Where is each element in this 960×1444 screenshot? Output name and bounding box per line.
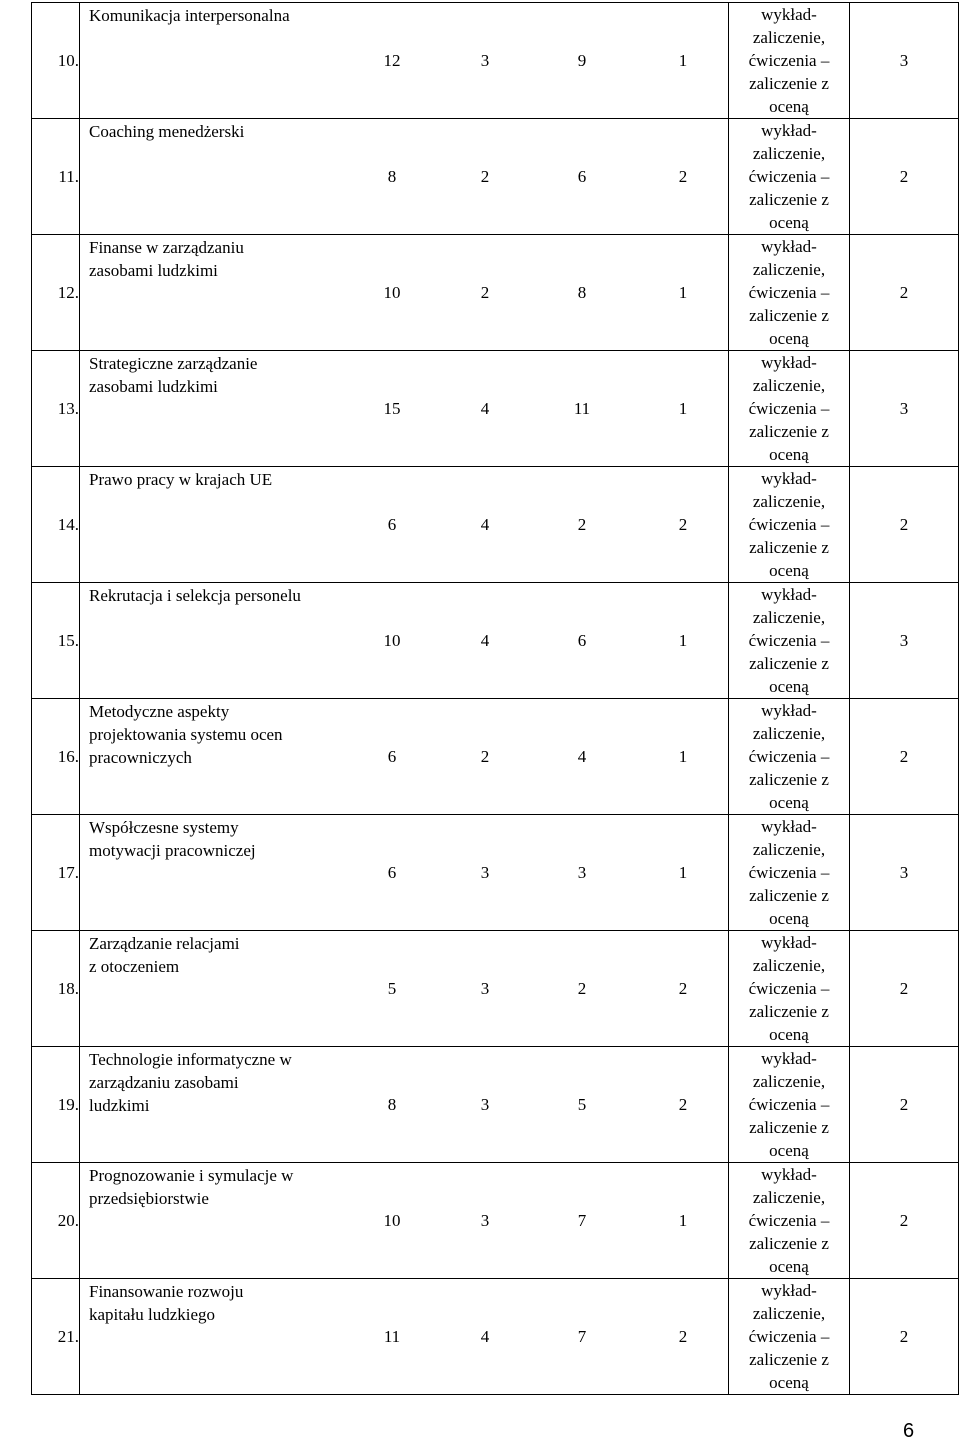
assessment-form-cell — [729, 3, 850, 119]
hours-exercise: 7 — [577, 1327, 587, 1346]
row-number: 17. — [32, 815, 80, 931]
hours-exercise: 4 — [577, 747, 587, 766]
page-number: 6 — [903, 1420, 915, 1442]
course-name: Finanse w zarządzaniu zasobami ludzkimi — [89, 238, 244, 280]
semester: 1 — [678, 283, 688, 302]
row-number: 14. — [32, 467, 80, 583]
ects-points: 3 — [850, 815, 959, 931]
semester: 2 — [678, 515, 688, 534]
assessment-form-cell — [729, 815, 850, 931]
hours-lecture: 3 — [480, 1095, 490, 1114]
assessment-form: wykład- zaliczenie, ćwiczenia – zaliczenie z oceną — [748, 469, 830, 580]
table-row — [32, 1047, 959, 1163]
ects-points: 2 — [850, 1163, 959, 1279]
hours-total: 6 — [387, 863, 397, 882]
semester: 2 — [678, 979, 688, 998]
row-number: 20. — [32, 1163, 80, 1279]
hours-lecture: 2 — [480, 747, 490, 766]
semester: 1 — [678, 747, 688, 766]
course-table — [31, 2, 959, 1395]
hours-lecture: 3 — [480, 863, 490, 882]
assessment-form-cell — [729, 931, 850, 1047]
table-row — [32, 583, 959, 699]
course-name: Rekrutacja i selekcja personelu — [89, 586, 301, 605]
course-cell — [80, 699, 729, 815]
semester: 2 — [678, 1095, 688, 1114]
ects-points: 2 — [850, 1279, 959, 1395]
hours-lecture: 2 — [480, 283, 490, 302]
hours-total: 10 — [383, 1211, 401, 1230]
row-number: 18. — [32, 931, 80, 1047]
semester: 1 — [678, 1211, 688, 1230]
semester: 1 — [678, 863, 688, 882]
semester: 2 — [678, 167, 688, 186]
course-name: Metodyczne aspekty projektowania systemu ocen pracowniczych — [89, 702, 283, 767]
course-name: Coaching menedżerski — [89, 122, 245, 141]
hours-total: 6 — [387, 515, 397, 534]
assessment-form: wykład- zaliczenie, ćwiczenia – zaliczenie z oceną — [748, 1165, 830, 1276]
hours-exercise: 2 — [577, 515, 587, 534]
assessment-form: wykład- zaliczenie, ćwiczenia – zaliczenie z oceną — [748, 933, 830, 1044]
hours-total: 12 — [383, 51, 401, 70]
table-row — [32, 931, 959, 1047]
hours-lecture: 3 — [480, 51, 490, 70]
course-name: Finansowanie rozwoju kapitału ludzkiego — [89, 1282, 244, 1324]
hours-lecture: 4 — [480, 399, 490, 418]
course-name: Strategiczne zarządzanie zasobami ludzkimi — [89, 354, 258, 396]
ects-points: 2 — [850, 1047, 959, 1163]
course-name: Prawo pracy w krajach UE — [89, 470, 273, 489]
row-number: 16. — [32, 699, 80, 815]
hours-lecture: 3 — [480, 1211, 490, 1230]
hours-exercise: 6 — [577, 631, 587, 650]
hours-lecture: 4 — [480, 631, 490, 650]
ects-points: 2 — [850, 467, 959, 583]
assessment-form: wykład- zaliczenie, ćwiczenia – zaliczenie z oceną — [748, 1049, 830, 1160]
table-row — [32, 235, 959, 351]
ects-points: 2 — [850, 119, 959, 235]
hours-lecture: 2 — [480, 167, 490, 186]
hours-total: 15 — [383, 399, 401, 418]
course-cell — [80, 815, 729, 931]
assessment-form: wykład- zaliczenie, ćwiczenia – zaliczenie z oceną — [748, 237, 830, 348]
course-cell — [80, 119, 729, 235]
assessment-form: wykład- zaliczenie, ćwiczenia – zaliczenie z oceną — [748, 817, 830, 928]
course-cell — [80, 931, 729, 1047]
hours-lecture: 3 — [480, 979, 490, 998]
course-cell — [80, 235, 729, 351]
hours-total: 8 — [387, 167, 397, 186]
hours-total: 10 — [383, 283, 401, 302]
hours-exercise: 6 — [577, 167, 587, 186]
row-number: 12. — [32, 235, 80, 351]
table-body — [32, 3, 959, 1395]
course-name: Współczesne systemy motywacji pracowniczej — [89, 818, 256, 860]
row-number: 11. — [32, 119, 80, 235]
assessment-form: wykład- zaliczenie, ćwiczenia – zaliczenie z oceną — [748, 5, 830, 116]
hours-exercise: 7 — [577, 1211, 587, 1230]
hours-exercise: 9 — [577, 51, 587, 70]
course-cell — [80, 351, 729, 467]
hours-lecture: 4 — [480, 1327, 490, 1346]
ects-points: 2 — [850, 235, 959, 351]
hours-total: 5 — [387, 979, 397, 998]
assessment-form-cell — [729, 1163, 850, 1279]
row-number: 21. — [32, 1279, 80, 1395]
table-row — [32, 1163, 959, 1279]
table-row — [32, 815, 959, 931]
course-name: Komunikacja interpersonalna — [89, 6, 290, 25]
semester: 1 — [678, 51, 688, 70]
table-row — [32, 3, 959, 119]
assessment-form-cell — [729, 1047, 850, 1163]
course-cell — [80, 583, 729, 699]
hours-lecture: 4 — [480, 515, 490, 534]
hours-total: 6 — [387, 747, 397, 766]
course-name: Prognozowanie i symulacje w przedsiębiorstwie — [89, 1166, 294, 1208]
ects-points: 3 — [850, 351, 959, 467]
assessment-form: wykład- zaliczenie, ćwiczenia – zaliczenie z oceną — [748, 1281, 830, 1392]
hours-exercise: 3 — [577, 863, 587, 882]
table-row — [32, 1279, 959, 1395]
hours-exercise: 11 — [573, 399, 591, 418]
assessment-form: wykład- zaliczenie, ćwiczenia – zaliczenie z oceną — [748, 701, 830, 812]
assessment-form-cell — [729, 699, 850, 815]
ects-points: 3 — [850, 583, 959, 699]
row-number: 13. — [32, 351, 80, 467]
ects-points: 3 — [850, 3, 959, 119]
table-row — [32, 467, 959, 583]
hours-total: 10 — [383, 631, 401, 650]
assessment-form-cell — [729, 467, 850, 583]
hours-exercise: 8 — [577, 283, 587, 302]
semester: 2 — [678, 1327, 688, 1346]
hours-total: 11 — [383, 1327, 401, 1346]
assessment-form-cell — [729, 351, 850, 467]
row-number: 19. — [32, 1047, 80, 1163]
hours-exercise: 5 — [577, 1095, 587, 1114]
assessment-form-cell — [729, 235, 850, 351]
course-name: Zarządzanie relacjami z otoczeniem — [89, 934, 240, 976]
table-row — [32, 351, 959, 467]
assessment-form-cell — [729, 583, 850, 699]
table-row — [32, 699, 959, 815]
ects-points: 2 — [850, 699, 959, 815]
semester: 1 — [678, 399, 688, 418]
assessment-form: wykład- zaliczenie, ćwiczenia – zaliczenie z oceną — [748, 121, 830, 232]
assessment-form-cell — [729, 119, 850, 235]
row-number: 15. — [32, 583, 80, 699]
course-name: Technologie informatyczne w zarządzaniu zasobami ludzkimi — [89, 1050, 292, 1115]
assessment-form-cell — [729, 1279, 850, 1395]
hours-total: 8 — [387, 1095, 397, 1114]
row-number: 10. — [32, 3, 80, 119]
course-cell — [80, 467, 729, 583]
assessment-form: wykład- zaliczenie, ćwiczenia – zaliczenie z oceną — [748, 585, 830, 696]
ects-points: 2 — [850, 931, 959, 1047]
course-cell — [80, 1279, 729, 1395]
course-cell — [80, 1047, 729, 1163]
assessment-form: wykład- zaliczenie, ćwiczenia – zaliczenie z oceną — [748, 353, 830, 464]
table-row — [32, 119, 959, 235]
course-cell — [80, 1163, 729, 1279]
course-cell — [80, 3, 729, 119]
hours-exercise: 2 — [577, 979, 587, 998]
semester: 1 — [678, 631, 688, 650]
